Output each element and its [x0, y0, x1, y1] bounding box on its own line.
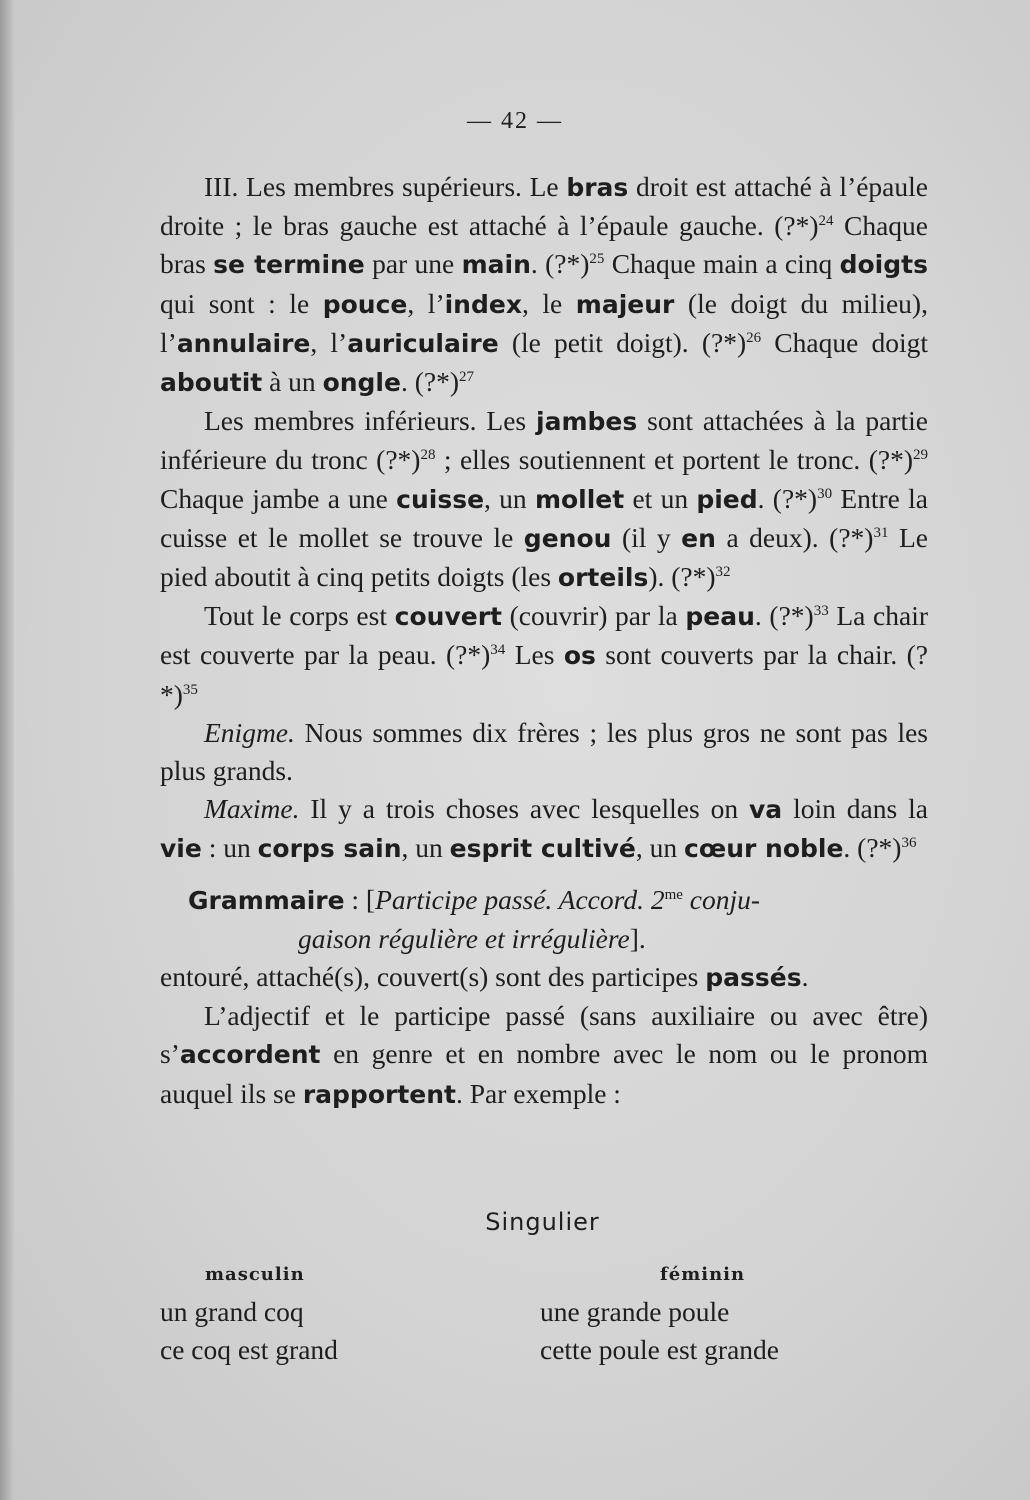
text-run: droit est attaché à l’épaule droite ; le bras gauche est attaché à l’épaule gauche. (?*) [160, 171, 928, 242]
keyword: passés [705, 963, 802, 993]
example-masculin: ce coq est grand [160, 1334, 338, 1365]
text-run: , un [484, 482, 535, 514]
maxime-label: Maxime. [204, 793, 300, 825]
footnote-ref: 35 [182, 681, 198, 698]
column-head-feminin: féminin [660, 1264, 746, 1285]
footnote-ref: 29 [913, 447, 928, 464]
text-run: (couvrir) par la [501, 600, 686, 632]
keyword: vie [160, 834, 202, 864]
table-title: Singulier [485, 1208, 600, 1236]
footnote-ref: 31 [873, 524, 889, 541]
text-run: à un [262, 366, 323, 398]
text-run: La chair est couverte par la peau. (?*) [160, 600, 929, 671]
text-run: L’adjectif et le participe passé (sans auxiliaire ou avec être) s’ [160, 1000, 928, 1070]
text-run: (le petit doigt). (?*) [498, 326, 747, 358]
superscript: me [664, 886, 683, 903]
text-run: ; elles soutiennent et portent le tronc. (?*) [435, 444, 913, 476]
text-run: Chaque doigt [761, 326, 928, 358]
text-run: . Par exemple : [455, 1077, 621, 1109]
grammar-example-line [160, 958, 928, 997]
footnote-ref: 33 [813, 603, 829, 620]
footnote-ref: 24 [818, 213, 834, 230]
keyword: os [563, 641, 596, 671]
text-run: . (?*) [757, 482, 818, 514]
text-run: et un [624, 482, 697, 514]
example-feminin: cette poule est grande [540, 1334, 779, 1365]
grammar-heading-continued [160, 920, 928, 958]
text-run: . (?*) [843, 832, 902, 864]
keyword: corps sain [257, 834, 402, 864]
text-run: Entre la cuisse et le mollet se trouve le [160, 482, 928, 553]
keyword: index [444, 289, 522, 319]
text-run: par une [364, 248, 462, 280]
text-run: : [ [344, 883, 376, 915]
text-run: . (?*) [754, 600, 814, 632]
page-gutter-shadow [0, 0, 14, 1500]
text-run: qui sont : le [160, 287, 323, 319]
keyword: pouce [322, 289, 408, 319]
keyword: esprit cultivé [449, 834, 636, 864]
keyword: va [749, 795, 783, 825]
example-feminin: une grande poule [540, 1296, 730, 1327]
text-run: Les membres inférieurs. Les [204, 405, 537, 437]
paragraph-peau [160, 597, 928, 714]
text-run: , le [521, 287, 576, 319]
text-run: Il y a trois choses avec lesquelles on [299, 793, 750, 825]
keyword: doigts [839, 250, 928, 280]
keyword: jambes [536, 407, 638, 437]
text-run: sont couverts par la chair. (?*) [160, 639, 928, 710]
grammar-rule [160, 997, 928, 1114]
text-run: , l’ [310, 326, 348, 358]
footnote-ref: 26 [746, 329, 762, 346]
grammar-heading [160, 881, 928, 920]
example-masculin: un grand coq [160, 1296, 304, 1327]
text-run: . (?*) [530, 248, 590, 280]
text-run: entouré, attaché(s), couvert(s) sont des participes [160, 961, 706, 993]
keyword: aboutit [160, 368, 263, 398]
text-run: Chaque bras [160, 210, 928, 280]
text-run: a deux). (?*) [715, 521, 874, 553]
paragraph-membres-superieurs [160, 168, 928, 402]
keyword: pied [696, 484, 758, 514]
text-run: ). (?*) [648, 561, 716, 593]
keyword: genou [523, 523, 612, 553]
grammar-label: Grammaire [188, 885, 345, 915]
footnote-ref: 30 [817, 485, 833, 502]
text-run: , un [635, 832, 685, 864]
keyword: auriculaire [347, 328, 499, 358]
keyword: bras [566, 173, 629, 202]
paragraph-enigme [160, 714, 928, 790]
page-number: — 42 — [467, 108, 563, 134]
text-run: . (?*) [400, 366, 459, 398]
keyword: mollet [534, 484, 625, 514]
grammar-topic: Participe passé. Accord. 2 [375, 883, 665, 915]
text-run: Les [505, 639, 564, 671]
text-run: , l’ [407, 287, 445, 319]
keyword: cœur noble [684, 834, 844, 864]
footnote-ref: 32 [715, 564, 731, 581]
keyword: rapportent [302, 1079, 456, 1109]
keyword: main [461, 250, 531, 280]
text-run: Chaque jambe a une [160, 482, 397, 514]
column-head-masculin: masculin [205, 1264, 305, 1285]
keyword: accordent [179, 1040, 321, 1070]
text-run: loin dans la [782, 793, 928, 825]
keyword: annulaire [176, 328, 311, 358]
text-run: : un [201, 832, 258, 864]
text-run: Nous sommes dix frères ; les plus gros ne sont pas les plus grands. [160, 716, 928, 787]
keyword: se termine [213, 250, 365, 280]
keyword: orteils [557, 563, 649, 593]
keyword: majeur [575, 289, 675, 319]
text-run: (il y [611, 521, 682, 553]
text-run: III. Les membres supérieurs. Le [204, 171, 567, 202]
text-run: Tout le corps est [204, 600, 395, 632]
text-run: ]. [629, 922, 646, 954]
text-run: Le pied aboutit à cinq petits doigts (les [160, 521, 928, 593]
text-run: sont attachées à la partie inférieure du tronc (?*) [160, 405, 928, 476]
text-run: en genre et en nombre avec le nom ou le pronom auquel ils se [160, 1038, 928, 1109]
footnote-ref: 25 [589, 251, 605, 268]
enigme-label: Enigme. [204, 716, 295, 748]
keyword: couvert [394, 602, 502, 632]
text-run: . [801, 961, 809, 993]
footnote-ref: 34 [490, 642, 506, 659]
keyword: ongle [322, 368, 401, 398]
text-run: , un [401, 832, 450, 864]
paragraph-maxime [160, 790, 928, 868]
keyword: cuisse [396, 484, 485, 514]
keyword: peau [685, 602, 755, 632]
body-text [160, 168, 928, 1114]
grammar-topic: conju- [682, 883, 761, 915]
keyword: en [681, 523, 716, 553]
grammar-topic: gaison régulière et irrégulière [298, 922, 630, 954]
footnote-ref: 27 [459, 369, 474, 386]
text-run: (le doigt du milieu), l’ [160, 287, 928, 358]
footnote-ref: 36 [901, 835, 917, 852]
text-run: Chaque main a cinq [604, 248, 840, 280]
footnote-ref: 28 [420, 447, 436, 464]
paragraph-membres-inferieurs [160, 402, 928, 597]
